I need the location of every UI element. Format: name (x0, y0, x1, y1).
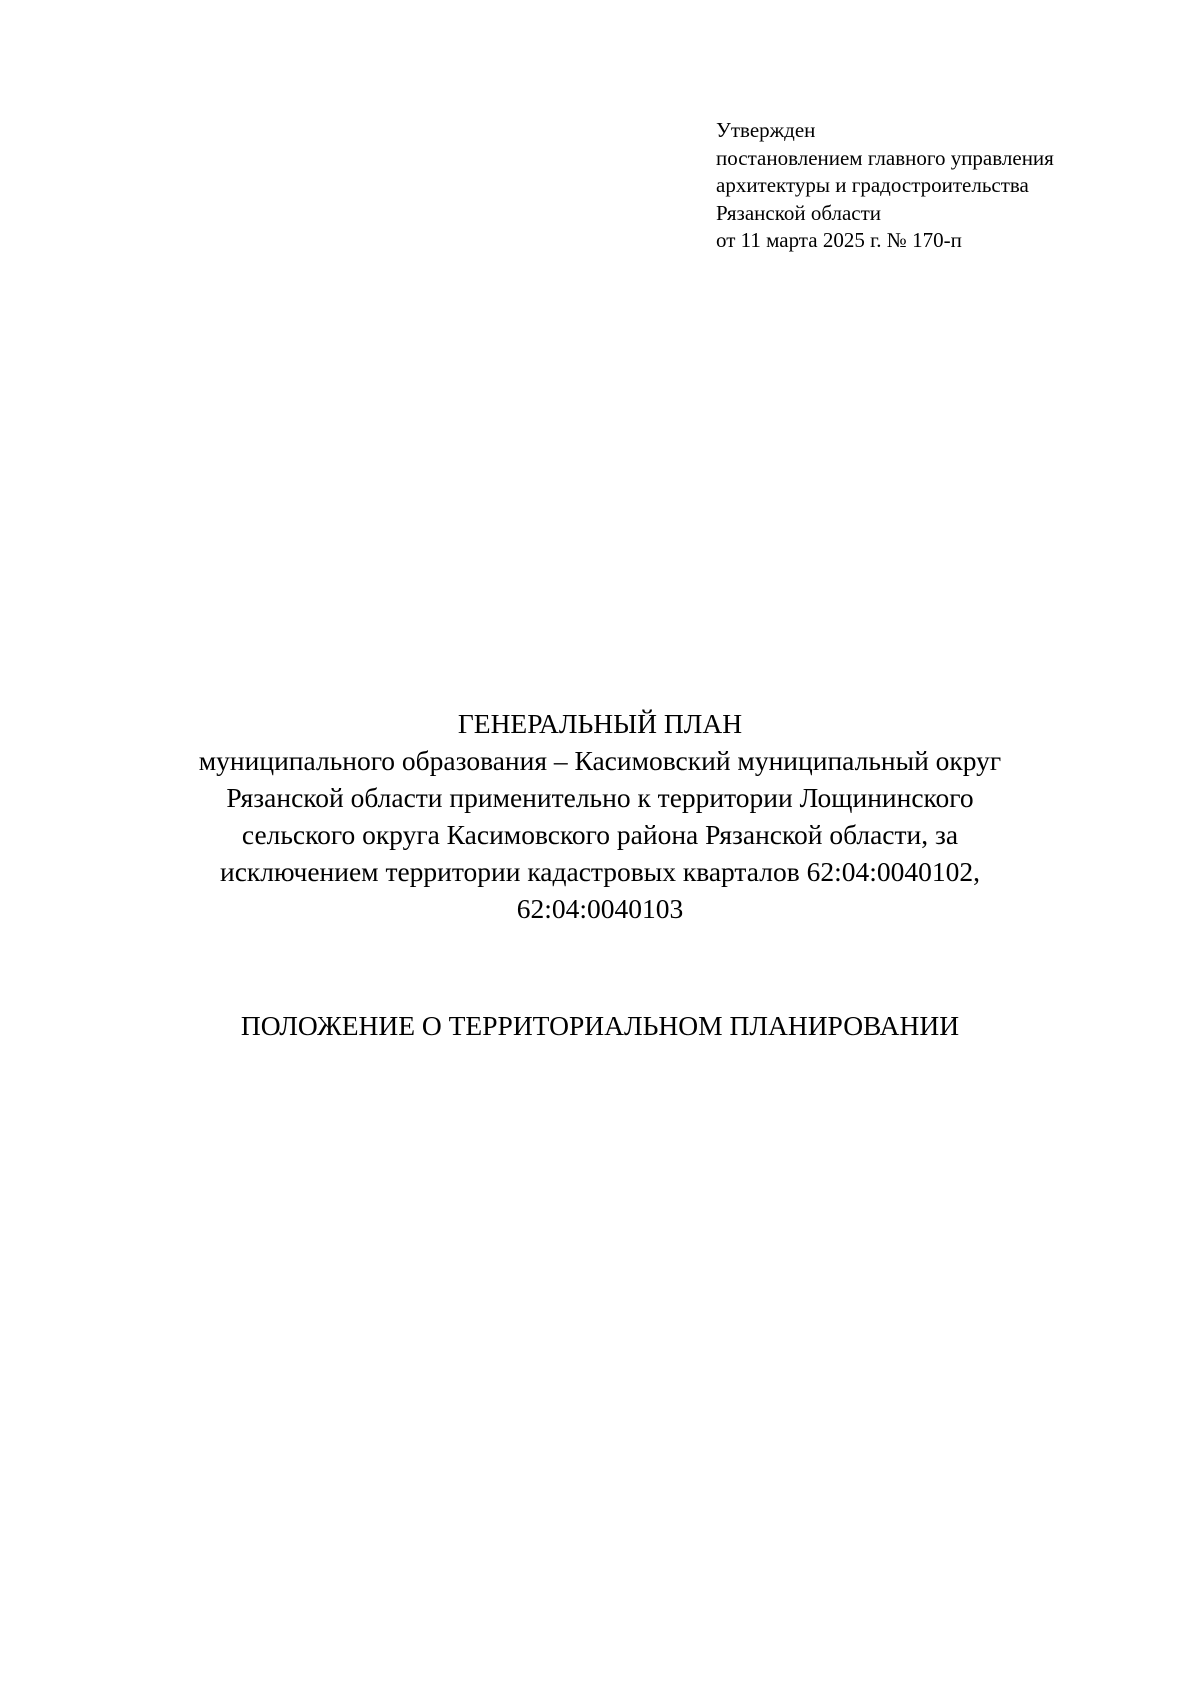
approval-line: Утвержден (716, 118, 816, 142)
approval-line: постановлением главного управления (716, 145, 1054, 170)
title-line: Рязанской области применительно к территории Лощининского (226, 782, 974, 813)
title-line: муниципального образования – Касимовский муниципальный округ (198, 745, 1002, 776)
approval-line: архитектуры и градостроительства (716, 173, 1029, 197)
approval-line: Рязанской области (716, 200, 882, 225)
approval-date-number: от 11 марта 2025 г. № 170-п (716, 228, 962, 252)
document-heading: ГЕНЕРАЛЬНЫЙ ПЛАН (457, 708, 743, 739)
title-line: сельского округа Касимовского района Рязанской области, за (241, 819, 959, 850)
approval-stamp (716, 117, 1176, 255)
title-line: исключением территории кадастровых кварталов 62:04:0040102, (220, 856, 980, 887)
section-title: ПОЛОЖЕНИЕ О ТЕРРИТОРИАЛЬНОМ ПЛАНИРОВАНИИ (240, 1010, 960, 1041)
document-title-block (100, 705, 1100, 927)
title-line: 62:04:0040103 (516, 893, 684, 924)
